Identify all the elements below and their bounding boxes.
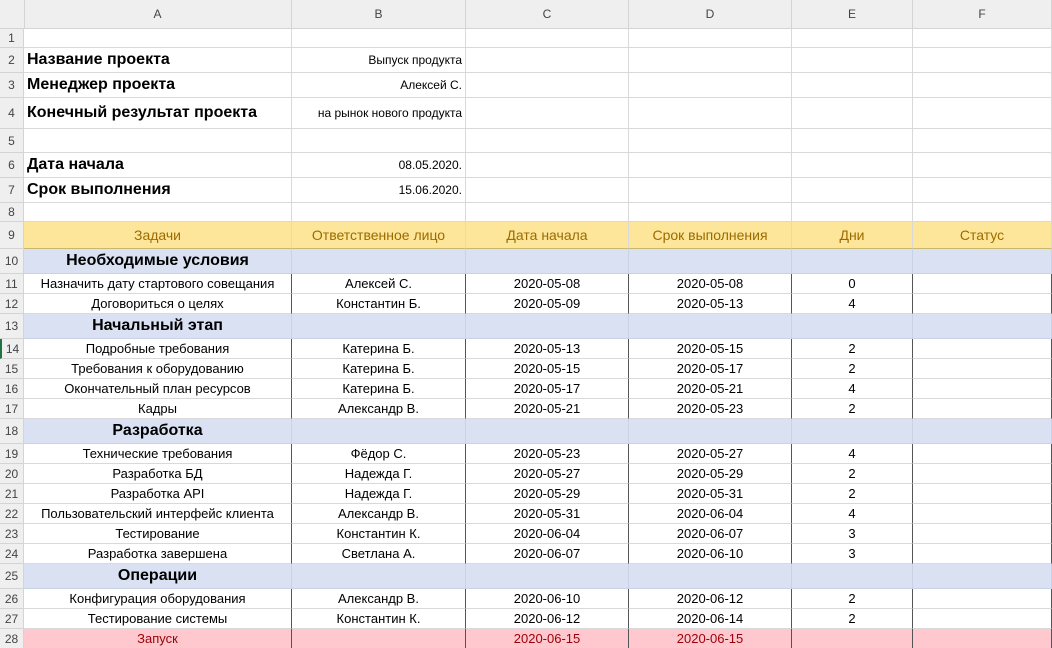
task-status[interactable]	[913, 589, 1052, 609]
cell-d1[interactable]	[629, 29, 792, 48]
cell-a8[interactable]	[24, 203, 292, 222]
task-name[interactable]: Требования к оборудованию	[24, 359, 292, 379]
task-owner[interactable]: Надежда Г.	[292, 464, 466, 484]
cell-e4[interactable]	[792, 98, 913, 129]
cell-f4[interactable]	[913, 98, 1052, 129]
row-header-17[interactable]: 17	[0, 399, 24, 419]
table-row	[24, 609, 1052, 629]
task-owner[interactable]: Константин Б.	[292, 294, 466, 314]
launch-name[interactable]: Запуск	[24, 629, 292, 648]
task-days[interactable]: 2	[792, 589, 913, 609]
row-header-5[interactable]: 5	[0, 129, 24, 153]
table-row	[24, 544, 1052, 564]
info-label-start[interactable]: Дата начала	[24, 153, 292, 178]
task-deadline[interactable]: 2020-05-29	[629, 464, 792, 484]
task-start[interactable]: 2020-05-09	[466, 294, 629, 314]
group-cell[interactable]	[792, 314, 913, 339]
task-owner[interactable]: Алексей С.	[292, 274, 466, 294]
info-value-deadline[interactable]: 15.06.2020.	[292, 178, 466, 203]
task-days[interactable]: 2	[792, 484, 913, 504]
row-header-22[interactable]: 22	[0, 504, 24, 524]
task-owner[interactable]: Надежда Г.	[292, 484, 466, 504]
task-days[interactable]: 0	[792, 274, 913, 294]
task-days[interactable]: 2	[792, 609, 913, 629]
column-header-e[interactable]: E	[792, 0, 913, 28]
row-header-13[interactable]: 13	[0, 314, 24, 339]
sheet-row-8	[24, 203, 1052, 222]
row-header-12[interactable]: 12	[0, 294, 24, 314]
task-name[interactable]: Разработка БД	[24, 464, 292, 484]
task-owner[interactable]: Катерина Б.	[292, 379, 466, 399]
row-header-16[interactable]: 16	[0, 379, 24, 399]
cell-d3[interactable]	[629, 73, 792, 98]
column-header-b[interactable]: B	[292, 0, 466, 28]
table-row	[24, 444, 1052, 464]
row-header-14[interactable]: 14	[0, 339, 24, 359]
cell-b5[interactable]	[292, 129, 466, 153]
cell-e7[interactable]	[792, 178, 913, 203]
info-row-3	[24, 73, 1052, 98]
row-header-11[interactable]: 11	[0, 274, 24, 294]
header-cell-0[interactable]: Задачи	[24, 222, 292, 249]
task-status[interactable]	[913, 274, 1052, 294]
table-row	[24, 484, 1052, 504]
task-status[interactable]	[913, 524, 1052, 544]
cell-e3[interactable]	[792, 73, 913, 98]
row-header-2[interactable]: 2	[0, 48, 24, 73]
cell-a5[interactable]	[24, 129, 292, 153]
task-status[interactable]	[913, 484, 1052, 504]
task-status[interactable]	[913, 444, 1052, 464]
task-deadline[interactable]: 2020-06-04	[629, 504, 792, 524]
group-cell[interactable]	[292, 249, 466, 274]
task-start[interactable]: 2020-05-23	[466, 444, 629, 464]
launch-status[interactable]	[913, 629, 1052, 648]
cell-d5[interactable]	[629, 129, 792, 153]
row-header-15[interactable]: 15	[0, 359, 24, 379]
group-row	[24, 419, 1052, 444]
task-owner[interactable]: Катерина Б.	[292, 359, 466, 379]
table-row	[24, 464, 1052, 484]
info-label-result[interactable]: Конечный результат проекта	[24, 98, 292, 129]
row-header-26[interactable]: 26	[0, 589, 24, 609]
cell-c2[interactable]	[466, 48, 629, 73]
cell-d7[interactable]	[629, 178, 792, 203]
column-header-c[interactable]: C	[466, 0, 629, 28]
sheet-row-1	[24, 29, 1052, 48]
task-status[interactable]	[913, 504, 1052, 524]
group-title[interactable]: Операции	[24, 564, 292, 589]
task-start[interactable]: 2020-06-10	[466, 589, 629, 609]
group-cell[interactable]	[629, 564, 792, 589]
launch-days[interactable]	[792, 629, 913, 648]
task-name[interactable]: Тестирование	[24, 524, 292, 544]
column-header-d[interactable]: D	[629, 0, 792, 28]
task-name[interactable]: Тестирование системы	[24, 609, 292, 629]
task-owner[interactable]: Александр В.	[292, 504, 466, 524]
table-row	[24, 504, 1052, 524]
task-status[interactable]	[913, 379, 1052, 399]
info-value-project_name[interactable]: Выпуск продукта	[292, 48, 466, 73]
cell-c8[interactable]	[466, 203, 629, 222]
task-start[interactable]: 2020-05-15	[466, 359, 629, 379]
cell-b1[interactable]	[292, 29, 466, 48]
cell-d2[interactable]	[629, 48, 792, 73]
launch-owner[interactable]	[292, 629, 466, 648]
launch-deadline[interactable]: 2020-06-15	[629, 629, 792, 648]
task-deadline[interactable]: 2020-06-14	[629, 609, 792, 629]
cell-d8[interactable]	[629, 203, 792, 222]
group-cell[interactable]	[913, 564, 1052, 589]
task-status[interactable]	[913, 359, 1052, 379]
table-row	[24, 359, 1052, 379]
group-cell[interactable]	[792, 564, 913, 589]
task-deadline[interactable]: 2020-06-12	[629, 589, 792, 609]
group-cell[interactable]	[629, 249, 792, 274]
info-row-6	[24, 153, 1052, 178]
cell-f6[interactable]	[913, 153, 1052, 178]
header-cell-1[interactable]: Ответственное лицо	[292, 222, 466, 249]
task-status[interactable]	[913, 399, 1052, 419]
group-row	[24, 314, 1052, 339]
table-row	[24, 589, 1052, 609]
row-header-21[interactable]: 21	[0, 484, 24, 504]
cell-d6[interactable]	[629, 153, 792, 178]
task-days[interactable]: 4	[792, 444, 913, 464]
task-days[interactable]: 2	[792, 339, 913, 359]
cell-c4[interactable]	[466, 98, 629, 129]
info-label-deadline[interactable]: Срок выполнения	[24, 178, 292, 203]
task-start[interactable]: 2020-06-07	[466, 544, 629, 564]
row-header-6[interactable]: 6	[0, 153, 24, 178]
group-title[interactable]: Необходимые условия	[24, 249, 292, 274]
info-row-7	[24, 178, 1052, 203]
task-name[interactable]: Назначить дату стартового совещания	[24, 274, 292, 294]
task-deadline[interactable]: 2020-06-07	[629, 524, 792, 544]
column-header-a[interactable]: A	[24, 0, 292, 28]
task-deadline[interactable]: 2020-05-15	[629, 339, 792, 359]
select-all-corner[interactable]	[0, 0, 25, 28]
cell-e6[interactable]	[792, 153, 913, 178]
task-name[interactable]: Технические требования	[24, 444, 292, 464]
cell-c6[interactable]	[466, 153, 629, 178]
group-cell[interactable]	[466, 249, 629, 274]
group-cell[interactable]	[792, 249, 913, 274]
row-header-4[interactable]: 4	[0, 98, 24, 129]
row-header-23[interactable]: 23	[0, 524, 24, 544]
task-deadline[interactable]: 2020-05-21	[629, 379, 792, 399]
task-start[interactable]: 2020-06-12	[466, 609, 629, 629]
task-start[interactable]: 2020-05-13	[466, 339, 629, 359]
row-header-10[interactable]: 10	[0, 249, 24, 274]
column-header-f[interactable]: F	[913, 0, 1052, 28]
task-status[interactable]	[913, 544, 1052, 564]
row-header-18[interactable]: 18	[0, 419, 24, 444]
task-days[interactable]: 4	[792, 379, 913, 399]
task-deadline[interactable]: 2020-05-23	[629, 399, 792, 419]
group-cell[interactable]	[292, 314, 466, 339]
task-table-header	[24, 222, 1052, 249]
group-title[interactable]: Разработка	[24, 419, 292, 444]
table-row	[24, 379, 1052, 399]
group-title[interactable]: Начальный этап	[24, 314, 292, 339]
task-status[interactable]	[913, 339, 1052, 359]
task-deadline[interactable]: 2020-05-31	[629, 484, 792, 504]
group-cell[interactable]	[792, 419, 913, 444]
group-cell[interactable]	[913, 419, 1052, 444]
task-days[interactable]: 3	[792, 524, 913, 544]
task-days[interactable]: 2	[792, 359, 913, 379]
task-name[interactable]: Подробные требования	[24, 339, 292, 359]
task-days[interactable]: 2	[792, 399, 913, 419]
task-owner[interactable]: Светлана А.	[292, 544, 466, 564]
table-row	[24, 524, 1052, 544]
cell-e1[interactable]	[792, 29, 913, 48]
group-cell[interactable]	[629, 314, 792, 339]
group-cell[interactable]	[629, 419, 792, 444]
info-row-4	[24, 98, 1052, 129]
cell-b8[interactable]	[292, 203, 466, 222]
task-start[interactable]: 2020-05-17	[466, 379, 629, 399]
group-cell[interactable]	[466, 419, 629, 444]
group-cell[interactable]	[913, 314, 1052, 339]
info-row-2	[24, 48, 1052, 73]
row-header-7[interactable]: 7	[0, 178, 24, 203]
group-row	[24, 564, 1052, 589]
info-value-start[interactable]: 08.05.2020.	[292, 153, 466, 178]
cell-f7[interactable]	[913, 178, 1052, 203]
group-cell[interactable]	[292, 419, 466, 444]
task-deadline[interactable]: 2020-05-17	[629, 359, 792, 379]
task-owner[interactable]: Александр В.	[292, 399, 466, 419]
launch-start[interactable]: 2020-06-15	[466, 629, 629, 648]
header-cell-2[interactable]: Дата начала	[466, 222, 629, 249]
task-name[interactable]: Кадры	[24, 399, 292, 419]
task-deadline[interactable]: 2020-05-08	[629, 274, 792, 294]
row-header-3[interactable]: 3	[0, 73, 24, 98]
launch-row	[24, 629, 1052, 648]
cell-c1[interactable]	[466, 29, 629, 48]
task-start[interactable]: 2020-05-29	[466, 484, 629, 504]
cell-e2[interactable]	[792, 48, 913, 73]
table-row	[24, 274, 1052, 294]
cell-e5[interactable]	[792, 129, 913, 153]
cell-c5[interactable]	[466, 129, 629, 153]
table-row	[24, 399, 1052, 419]
info-label-manager[interactable]: Менеджер проекта	[24, 73, 292, 98]
task-owner[interactable]: Константин К.	[292, 609, 466, 629]
task-days[interactable]: 4	[792, 294, 913, 314]
task-status[interactable]	[913, 609, 1052, 629]
task-name[interactable]: Конфигурация оборудования	[24, 589, 292, 609]
group-row	[24, 249, 1052, 274]
task-name[interactable]: Разработка API	[24, 484, 292, 504]
cell-e8[interactable]	[792, 203, 913, 222]
task-days[interactable]: 4	[792, 504, 913, 524]
task-start[interactable]: 2020-05-27	[466, 464, 629, 484]
table-row	[24, 339, 1052, 359]
cell-d4[interactable]	[629, 98, 792, 129]
cell-f2[interactable]	[913, 48, 1052, 73]
task-start[interactable]: 2020-05-08	[466, 274, 629, 294]
cell-c7[interactable]	[466, 178, 629, 203]
header-cell-4[interactable]: Дни	[792, 222, 913, 249]
task-owner[interactable]: Константин К.	[292, 524, 466, 544]
info-label-project_name[interactable]: Название проекта	[24, 48, 292, 73]
task-deadline[interactable]: 2020-05-13	[629, 294, 792, 314]
cell-c3[interactable]	[466, 73, 629, 98]
header-cell-3[interactable]: Срок выполнения	[629, 222, 792, 249]
task-days[interactable]: 2	[792, 464, 913, 484]
task-name[interactable]: Разработка завершена	[24, 544, 292, 564]
task-deadline[interactable]: 2020-05-27	[629, 444, 792, 464]
task-name[interactable]: Договориться о целях	[24, 294, 292, 314]
sheet-row-5	[24, 129, 1052, 153]
cell-f3[interactable]	[913, 73, 1052, 98]
task-status[interactable]	[913, 294, 1052, 314]
cell-f1[interactable]	[913, 29, 1052, 48]
group-cell[interactable]	[913, 249, 1052, 274]
task-days[interactable]: 3	[792, 544, 913, 564]
task-name[interactable]: Пользовательский интерфейс клиента	[24, 504, 292, 524]
cell-f8[interactable]	[913, 203, 1052, 222]
task-start[interactable]: 2020-05-31	[466, 504, 629, 524]
row-header-9[interactable]: 9	[0, 222, 24, 249]
task-name[interactable]: Окончательный план ресурсов	[24, 379, 292, 399]
table-row	[24, 294, 1052, 314]
task-deadline[interactable]: 2020-06-10	[629, 544, 792, 564]
row-header-27[interactable]: 27	[0, 609, 24, 629]
group-cell[interactable]	[466, 314, 629, 339]
task-owner[interactable]: Александр В.	[292, 589, 466, 609]
group-cell[interactable]	[292, 564, 466, 589]
info-value-result[interactable]: на рынок нового продукта	[292, 98, 466, 129]
task-owner[interactable]: Фёдор С.	[292, 444, 466, 464]
header-cell-5[interactable]: Статус	[913, 222, 1052, 249]
info-value-manager[interactable]: Алексей С.	[292, 73, 466, 98]
cell-f5[interactable]	[913, 129, 1052, 153]
row-header-19[interactable]: 19	[0, 444, 24, 464]
row-header-1[interactable]: 1	[0, 29, 24, 48]
task-owner[interactable]: Катерина Б.	[292, 339, 466, 359]
row-header-28[interactable]: 28	[0, 629, 24, 648]
task-start[interactable]: 2020-05-21	[466, 399, 629, 419]
task-start[interactable]: 2020-06-04	[466, 524, 629, 544]
cell-a1[interactable]	[24, 29, 292, 48]
group-cell[interactable]	[466, 564, 629, 589]
row-header-24[interactable]: 24	[0, 544, 24, 564]
task-status[interactable]	[913, 464, 1052, 484]
row-header-25[interactable]: 25	[0, 564, 24, 589]
row-header-20[interactable]: 20	[0, 464, 24, 484]
row-header-8[interactable]: 8	[0, 203, 24, 222]
